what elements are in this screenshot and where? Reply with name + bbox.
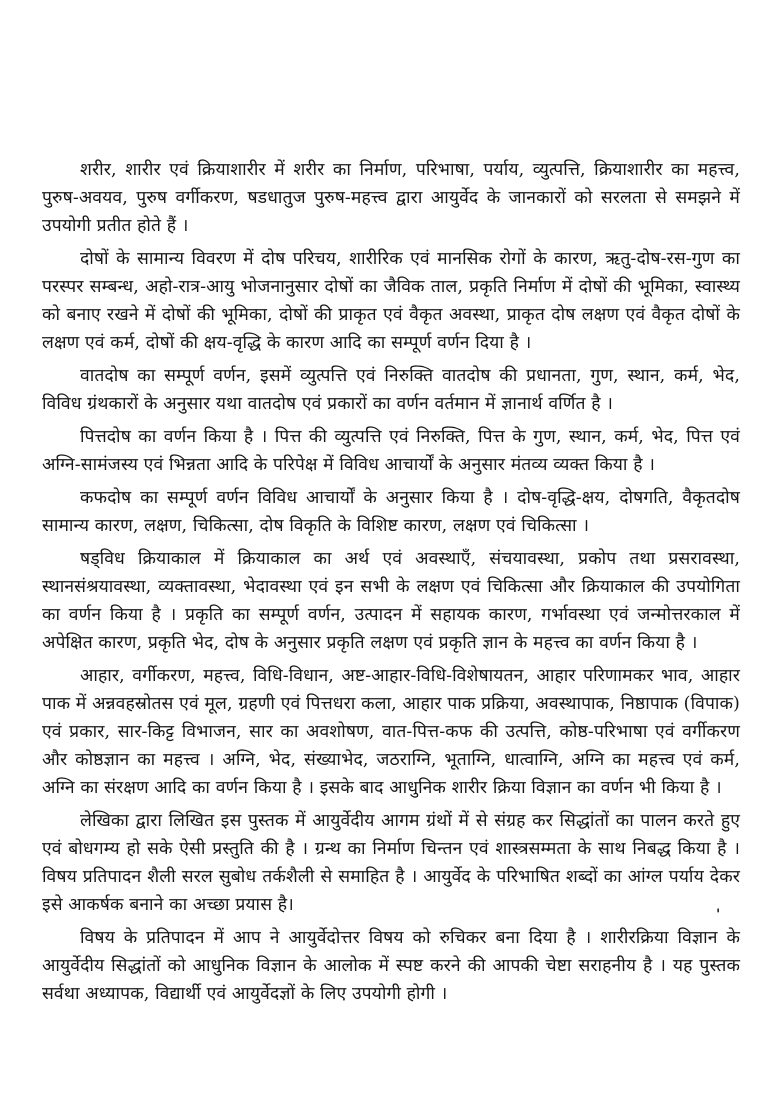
scan-artifact-mark: ' — [716, 907, 721, 923]
body-paragraph-3: वातदोष का सम्पूर्ण वर्णन, इसमें व्युत्पत्ति एवं निरुक्ति वातदोष की प्रधानता, गुण, स्थान, कर्म, भेद, विविध ग्रंथकारों के अनुसार यथा वातदोष एवं प्रकारों का वर्णन वर्तमान में ज्ञानार्थ वर्णित है । — [42, 366, 740, 414]
body-paragraph-4: पित्तदोष का वर्णन किया है । पित्त की व्युत्पत्ति एवं निरुक्ति, पित्त के गुण, स्थान, कर्म, भेद, पित्त एवं अग्नि-सामंजस्य एवं भिन्नता आदि के परिपेक्ष में विविध आचार्यों के अनुसार मंतव्य व्यक्त किया है । — [42, 427, 740, 475]
body-paragraph-6: षड्विध क्रियाकाल में क्रियाकाल का अर्थ एवं अवस्थाएँ, संचयावस्था, प्रकोप तथा प्रसरावस्था, स्थानसंश्रयावस्था, व्यक्तावस्था, भेदावस्था एवं इन सभी के लक्षण एवं चिकित्सा और क्रियाकाल की उपयोगिता का वर्णन किया है । प्रकृति का सम्पूर्ण वर्णन, उत्पादन में सहायक कारण, गर्भावस्था एवं जन्मोत्तरकाल में अपेक्षित कारण, प्रकृति भेद, दोष के अनुसार प्रकृति लक्षण एवं प्रकृति ज्ञान के महत्त्व का वर्णन किया है । — [42, 549, 740, 653]
body-paragraph-8: लेखिका द्वारा लिखित इस पुस्तक में आयुर्वेदीय आगम ग्रंथों में से संग्रह कर सिद्धांतों का पालन करते हुए एवं बोधगम्य हो सके ऐसी प्रस्तुति की है । ग्रन्थ का निर्माण चिन्तन एवं शास्त्रसम्मता के साथ निबद्ध किया है । विषय प्रतिपादन शैली सरल सुबोध तर्कशैली से समाहित है । आयुर्वेद के परिभाषित शब्दों का आंग्ल पर्याय देकर इसे आकर्षक बनाने का अच्छा प्रयास है। — [42, 811, 740, 915]
body-paragraph-1: शरीर, शारीर एवं क्रियाशारीर में शरीर का निर्माण, परिभाषा, पर्याय, व्युत्पत्ति, क्रियाशारीर का महत्त्व, पुरुष-अवयव, पुरुष वर्गीकरण, षडधातुज पुरुष-महत्त्व द्वारा आयुर्वेद के जानकारों को सरलता से समझने में उपयोगी प्रतीत होते हैं । — [42, 160, 740, 236]
body-paragraph-5: कफदोष का सम्पूर्ण वर्णन विविध आचार्यों के अनुसार किया है । दोष-वृद्धि-क्षय, दोषगति, वैकृतदोष सामान्य कारण, लक्षण, चिकित्सा, दोष विकृति के विशिष्ट कारण, लक्षण एवं चिकित्सा । — [42, 488, 740, 536]
page-text-block — [42, 156, 740, 1013]
body-paragraph-9: विषय के प्रतिपादन में आप ने आयुर्वेदोत्तर विषय को रुचिकर बना दिया है । शारीरक्रिया विज्ञान के आयुर्वेदीय सिद्धांतों को आधुनिक विज्ञान के आलोक में स्पष्ट करने की आपकी चेष्टा सराहनीय है । यह पुस्तक सर्वथा अध्यापक, विद्यार्थी एवं आयुर्वेदज्ञों के लिए उपयोगी होगी । — [42, 928, 740, 1004]
body-paragraph-2: दोषों के सामान्य विवरण में दोष परिचय, शारीरिक एवं मानसिक रोगों के कारण, ऋतु-दोष-रस-गुण का परस्पर सम्बन्ध, अहो-रात्र-आयु भोजनानुसार दोषों का जैविक ताल, प्रकृति निर्माण में दोषों की भूमिका, स्वास्थ्य को बनाए रखने में दोषों की भूमिका, दोषों की प्राकृत एवं वैकृत अवस्था, प्राकृत दोष लक्षण एवं वैकृत दोषों के लक्षण एवं कर्म, दोषों की क्षय-वृद्धि के कारण आदि का सम्पूर्ण वर्णन दिया है । — [42, 249, 740, 353]
body-paragraph-7: आहार, वर्गीकरण, महत्त्व, विधि-विधान, अष्ट-आहार-विधि-विशेषायतन, आहार परिणामकर भाव, आहार पाक में अन्नवहस्रोतस एवं मूल, ग्रहणी एवं पित्तधरा कला, आहार पाक प्रक्रिया, अवस्थापाक, निष्ठापाक (विपाक) एवं प्रकार, सार-किट्ट विभाजन, सार का अवशोषण, वात-पित्त-कफ की उत्पत्ति, कोष्ठ-परिभाषा एवं वर्गीकरण और कोष्ठज्ञान का महत्त्व । अग्नि, भेद, संख्याभेद, जठराग्नि, भूताग्नि, धात्वाग्नि, अग्नि का महत्त्व एवं कर्म, अग्नि का संरक्षण आदि का वर्णन किया है । इसके बाद आधुनिक शारीर क्रिया विज्ञान का वर्णन भी किया है । — [42, 666, 740, 798]
